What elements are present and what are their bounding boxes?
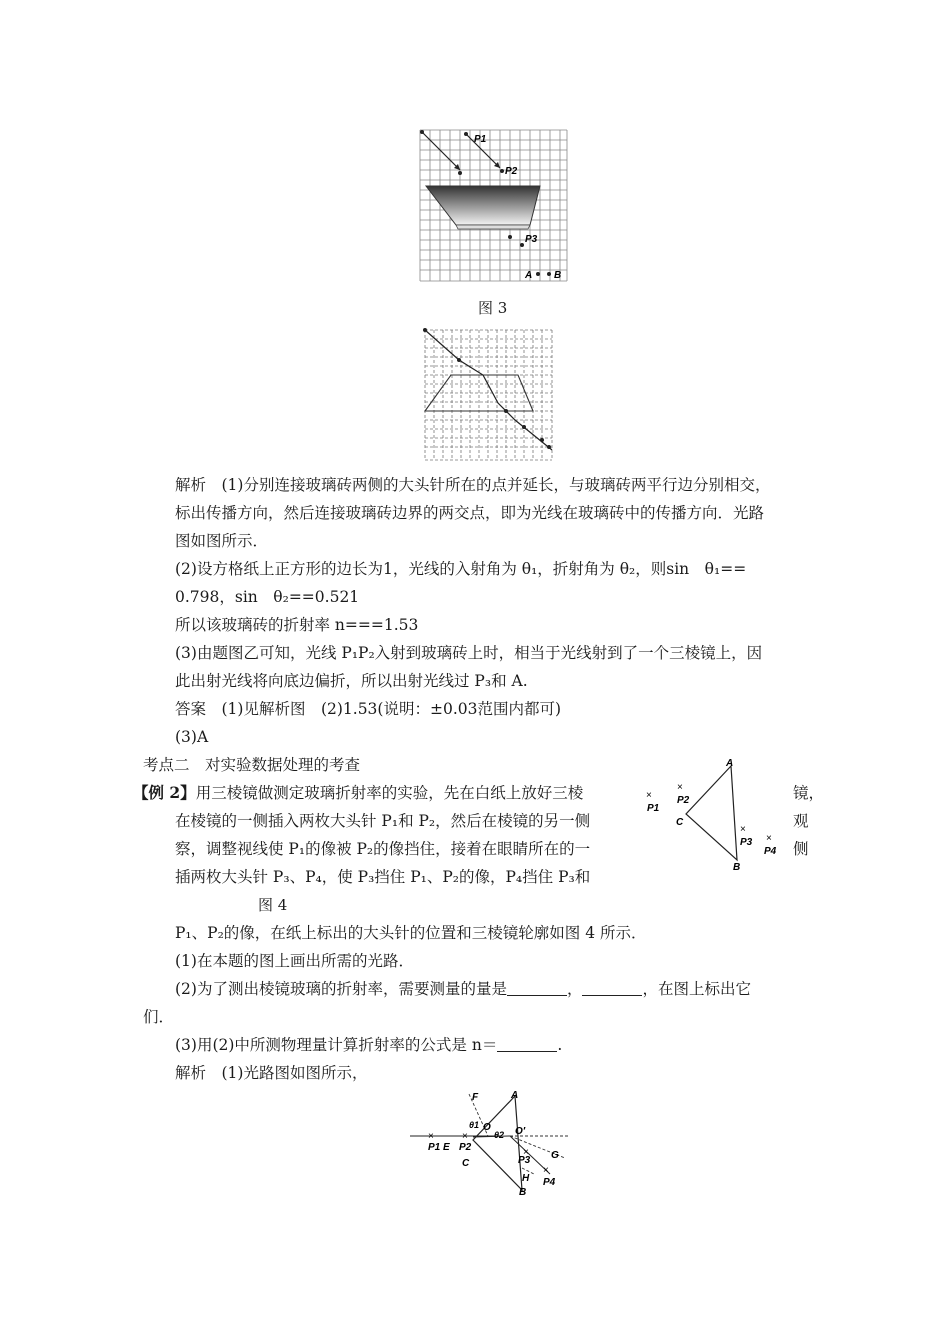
- pin: [508, 235, 512, 239]
- figure-3-solution: [423, 328, 555, 462]
- pin-p3-mark: ×: [740, 824, 746, 835]
- label-p3: P3: [525, 234, 538, 245]
- example-2-line-5: P₁、P₂的像，在纸上标出的大头针的位置和三棱镜轮廓如图 4 所示．: [175, 924, 647, 942]
- example-2-line-2-end: 观: [793, 812, 809, 830]
- label-p2: P2: [459, 1142, 472, 1153]
- pin: [458, 171, 462, 175]
- prism: [686, 766, 737, 860]
- example-2-line-1-end: 镜，: [793, 784, 825, 802]
- label-c: C: [676, 817, 684, 828]
- label-b: B: [554, 270, 562, 281]
- label-p2: P2: [505, 166, 518, 177]
- pin: [520, 243, 524, 247]
- solution-line-3: 图如图所示．: [175, 532, 269, 550]
- solution-line-5: 0.798，sin θ₂==0.521: [175, 588, 360, 606]
- label-p3: P3: [740, 837, 753, 848]
- example-2-line-3-end: 侧: [793, 840, 809, 858]
- label-theta1: θ1: [469, 1120, 480, 1130]
- svg-text:×: ×: [523, 1147, 529, 1158]
- solution-line-8: 此出射光线将向底边偏折，所以出射光线过 P₃和 A.: [175, 672, 528, 690]
- label-c: C: [462, 1158, 470, 1169]
- pin: [547, 272, 551, 276]
- label-p2: P2: [677, 795, 690, 806]
- svg-text:×: ×: [543, 1165, 549, 1176]
- ray-left: [422, 132, 460, 170]
- label-a: A: [726, 758, 734, 769]
- answer-blank-2[interactable]: [582, 981, 642, 996]
- section-heading: 考点二 对实验数据处理的考查: [143, 756, 361, 774]
- label-p4: P4: [543, 1177, 556, 1188]
- question-3: (3)用(2)中所测物理量计算折射率的公式是 n＝ .: [175, 1036, 563, 1054]
- label-e: E: [443, 1142, 450, 1153]
- label-b: B: [519, 1187, 527, 1198]
- figure-4-caption: 图 4: [258, 896, 288, 914]
- svg-text:×: ×: [462, 1131, 468, 1142]
- label-g: G: [551, 1150, 559, 1161]
- svg-text:×: ×: [428, 1131, 434, 1142]
- label-a: A: [525, 270, 533, 281]
- label-p1: P1: [428, 1142, 441, 1153]
- label-a: A: [511, 1090, 519, 1101]
- figure-3-caption: 图 3: [478, 299, 508, 317]
- label-o-prime: O′: [515, 1126, 526, 1137]
- figure-5-light-path: [410, 1088, 575, 1198]
- label-o: O: [483, 1122, 491, 1133]
- example-2-line-1: 【例 2】用三棱镜做测定玻璃折射率的实验，先在白纸上放好三棱: [133, 783, 584, 802]
- glass-block-bottom: [456, 225, 530, 229]
- question-2-cont: 们．: [143, 1008, 175, 1026]
- solution-line-4: (2)设方格纸上正方形的边长为1，光线的入射角为 θ₁，折射角为 θ₂，则sin θ₁==: [175, 560, 747, 578]
- prism: [473, 1096, 522, 1190]
- solution-line-1: 解析 (1)分别连接玻璃砖两侧的大头针所在的点并延长，与玻璃砖两平行边分别相交，: [175, 476, 771, 494]
- glass-block: [426, 186, 540, 225]
- solution-line-2: 标出传播方向，然后连接玻璃砖边界的两交点，即为光线在玻璃砖中的传播方向．光路: [175, 504, 765, 522]
- label-b: B: [733, 862, 741, 873]
- label-p4: P4: [764, 846, 777, 857]
- label-p3: P3: [518, 1155, 531, 1166]
- solution-line-6: 所以该玻璃砖的折射率 n===1.53: [175, 616, 419, 634]
- pin-p2-mark: ×: [677, 782, 683, 793]
- pin-p1-mark: ×: [646, 790, 652, 801]
- question-1: (1)在本题的图上画出所需的光路．: [175, 952, 414, 970]
- answer-line-1: 答案 (1)见解析图 (2)1.53(说明：±0.03范围内都可): [175, 700, 562, 718]
- solution-line-7: (3)由题图乙可知，光线 P₁P₂入射到玻璃砖上时，相当于光线射到了一个三棱镜上，因: [175, 644, 763, 662]
- label-p1: P1: [474, 134, 487, 145]
- question-2: (2)为了测出棱镜玻璃的折射率，需要测量的量是 ， ，在图上标出它: [175, 980, 751, 998]
- pin-p4-mark: ×: [766, 833, 772, 844]
- pin: [464, 132, 468, 136]
- example-tag: 【例 2】: [133, 783, 196, 802]
- pin: [536, 272, 540, 276]
- answer-line-2: (3)A: [175, 728, 209, 746]
- dashed-grid: [425, 330, 552, 460]
- answer-blank-3[interactable]: [497, 1037, 557, 1052]
- example-2-line-2: 在棱镜的一侧插入两枚大头针 P₁和 P₂，然后在棱镜的另一侧: [175, 812, 591, 830]
- example-2-line-4: 插两枚大头针 P₃、P₄，使 P₃挡住 P₁、P₂的像，P₄挡住 P₃和: [175, 868, 591, 886]
- analysis-line: 解析 (1)光路图如图所示，: [175, 1064, 368, 1082]
- example-2-line-3: 察，调整视线使 P₁的像被 P₂的像挡住，接着在眼睛所在的一: [175, 840, 591, 858]
- label-theta2: θ2: [494, 1130, 505, 1140]
- figure-3: [418, 128, 570, 284]
- answer-blank-1[interactable]: [507, 981, 567, 996]
- pin: [420, 130, 424, 134]
- figure-4: [640, 758, 785, 878]
- label-f: F: [472, 1092, 479, 1103]
- pin: [500, 169, 504, 173]
- label-p1: P1: [647, 803, 660, 814]
- label-h: H: [522, 1173, 530, 1184]
